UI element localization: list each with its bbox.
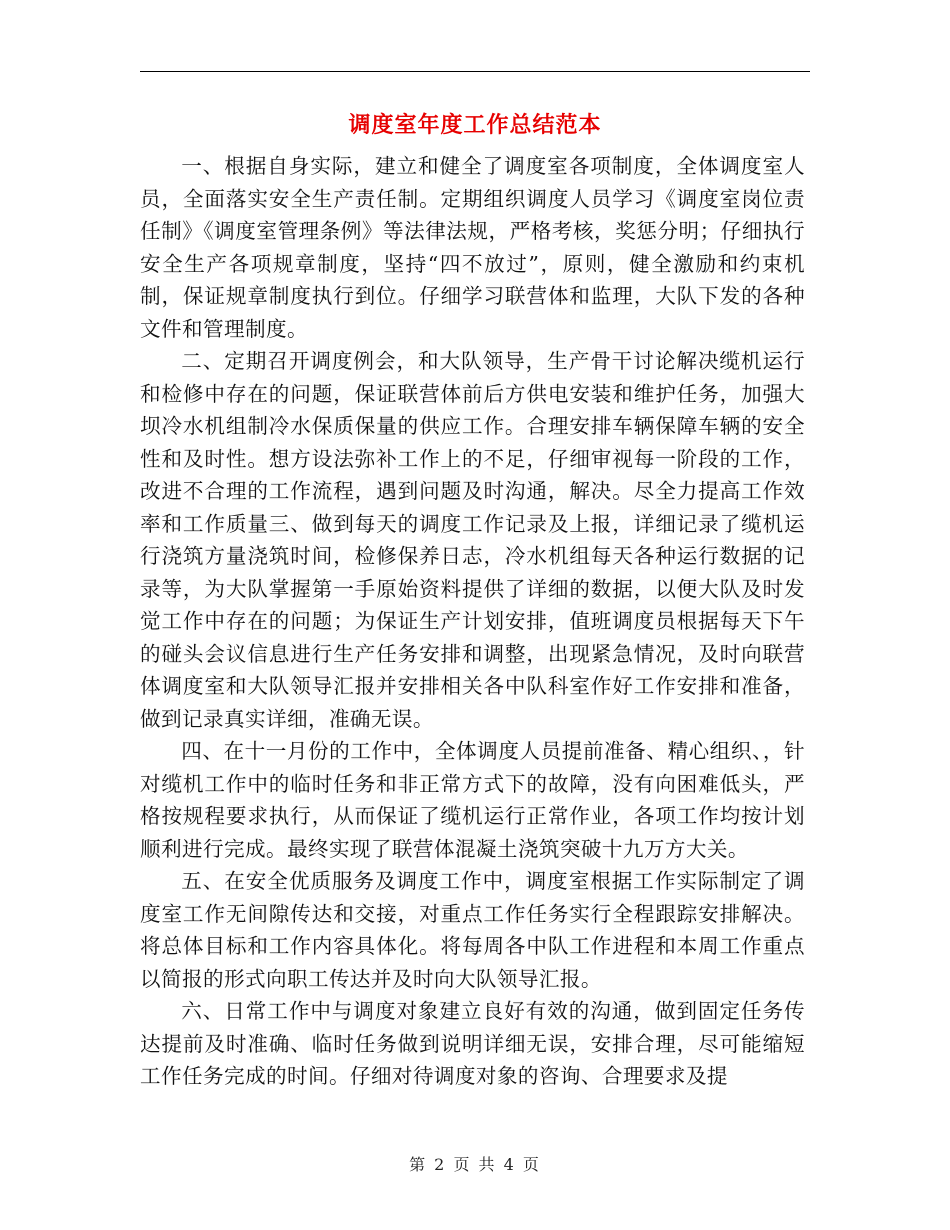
document-title: 调度室年度工作总结范本 (348, 113, 602, 138)
header-rule (140, 71, 810, 72)
paragraph-1: 一、根据自身实际，建立和健全了调度室各项制度，全体调度室人员，全面落实安全生产责任制。定期组织调度人员学习《调度室岗位责任制》《调度室管理条例》等法律法规，严格考核，奖惩分明；仔细执行安全生产各项规章制度，坚持“四不放过”，原则，健全激励和约束机制，保证规章制度执行到位。仔细学习联营体和监理，大队下发的各种文件和管理制度。 (140, 154, 805, 341)
paragraph-4: 五、在安全优质服务及调度工作中，调度室根据工作实际制定了调度室工作无间隙传达和交接，对重点工作任务实行全程跟踪安排解决。将总体目标和工作内容具体化。将每周各中队工作进程和本周工作重点以简报的形式向职工传达并及时向大队领导汇报。 (140, 869, 805, 991)
paragraph-5: 六、日常工作中与调度对象建立良好有效的沟通，做到固定任务传达提前及时准确、临时任务做到说明详细无误，安排合理，尽可能缩短工作任务完成的时间。仔细对待调度对象的咨询、合理要求及提 (140, 999, 805, 1088)
paragraph-2: 二、定期召开调度例会，和大队领导，生产骨干讨论解决缆机运行和检修中存在的问题，保证联营体前后方供电安装和维护任务，加强大坝冷水机组制冷水保质保量的供应工作。合理安排车辆保障车辆的安全性和及时性。想方设法弥补工作上的不足，仔细审视每一阶段的工作，改进不合理的工作流程，遇到问题及时沟通，解决。尽全力提高工作效率和工作质量三、做到每天的调度工作记录及上报，详细记录了缆机运行浇筑方量浇筑时间，检修保养日志，冷水机组每天各种运行数据的记录等，为大队掌握第一手原始资料提供了详细的数据，以便大队及时发觉工作中存在的问题；为保证生产计划安排，值班调度员根据每天下午的碰头会议信息进行生产任务安排和调整，出现紧急情况，及时向联营体调度室和大队领导汇报并安排相关各中队科室作好工作安排和准备，做到记录真实详细，准确无误。 (140, 349, 805, 731)
page-number-footer: 第 2 页 共 4 页 (409, 1155, 541, 1174)
document-body (140, 150, 805, 1093)
paragraph-3: 四、在十一月份的工作中，全体调度人员提前准备、精心组织、，针对缆机工作中的临时任务和非正常方式下的故障，没有向困难低头，严格按规程要求执行，从而保证了缆机运行正常作业，各项工作均按计划顺利进行完成。最终实现了联营体混凝土浇筑突破十九万方大关。 (140, 739, 805, 861)
